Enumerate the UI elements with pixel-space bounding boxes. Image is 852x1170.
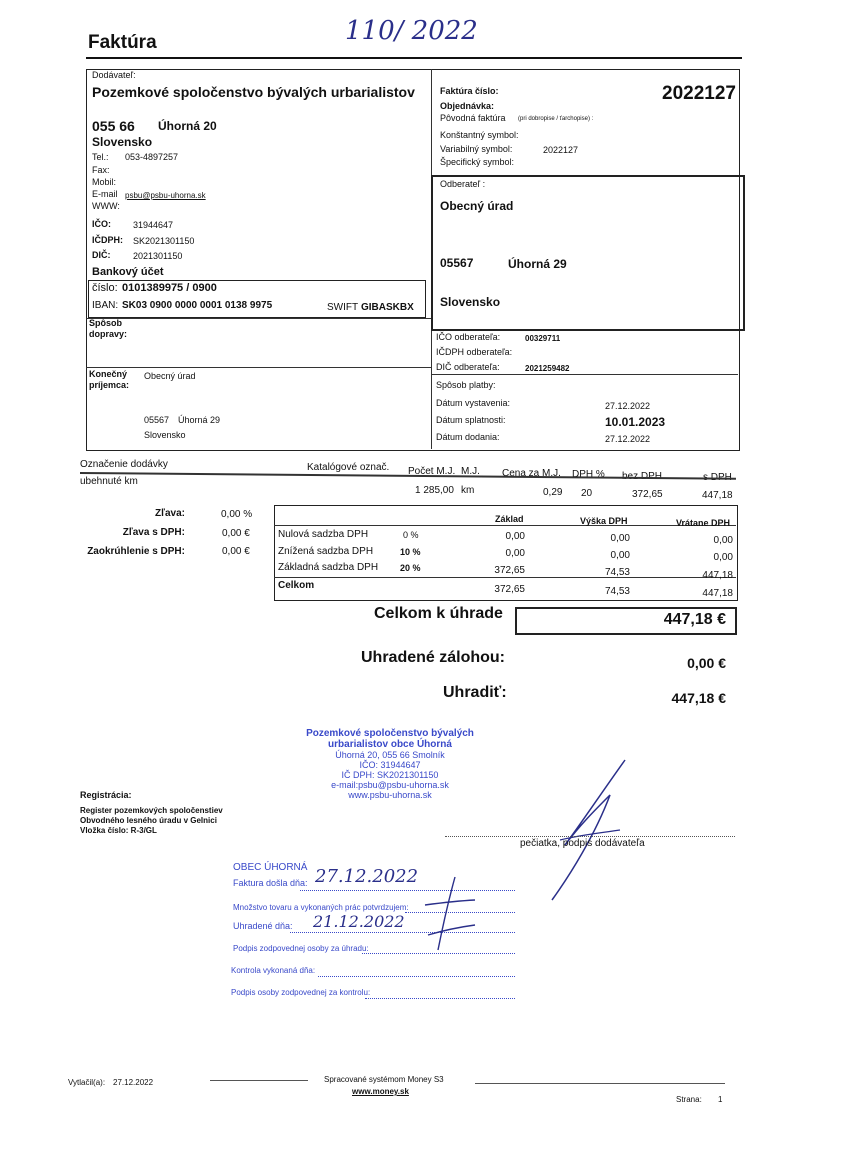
customer-ico-value: 00329711 xyxy=(525,334,561,343)
vat-row-vat: 0,00 xyxy=(610,550,630,561)
dic-label: DIČ: xyxy=(92,250,111,260)
supplier-name: Pozemkové spoločenstvo bývalých urbarialistov xyxy=(92,84,415,100)
deposit-value: 0,00 € xyxy=(687,655,726,671)
vat-row-label: Základná sadzba DPH xyxy=(278,562,379,573)
supplier-country: Slovensko xyxy=(92,135,153,149)
delivery-date-label: Dátum dodania: xyxy=(436,432,500,442)
registration-line: Obvodného lesného úradu v Gelnici xyxy=(80,816,217,825)
customer-city: Úhorná 29 xyxy=(508,257,567,271)
customer-dic-label: DIČ odberateľa: xyxy=(436,362,500,372)
ico-label: IČO: xyxy=(92,219,111,229)
pay-value: 447,18 € xyxy=(671,690,726,706)
registration-label: Registrácia: xyxy=(80,790,132,800)
vat-row-vat: 74,53 xyxy=(604,567,630,578)
vat-row-base: 372,65 xyxy=(494,565,525,576)
title-rule xyxy=(86,57,742,59)
received-row-label: Faktura došla dňa: xyxy=(233,878,308,888)
col-vat: DPH % xyxy=(572,469,605,480)
signature-icon xyxy=(540,755,640,905)
page-label: Strana: xyxy=(676,1095,702,1104)
received-dotted-line xyxy=(290,932,515,933)
vat-col-vat: Výška DPH xyxy=(580,516,628,526)
vat-row-label: Znížená sadzba DPH xyxy=(278,546,374,557)
item-gross: 447,18 xyxy=(702,490,733,501)
footer-web-link[interactable]: www.money.sk xyxy=(352,1087,409,1096)
col-qty: Počet M.J. xyxy=(408,466,456,477)
handwritten-invoice-number: 110/ 2022 xyxy=(345,16,478,46)
supplier-zip: 055 66 xyxy=(92,118,135,134)
vs-value: 2022127 xyxy=(543,145,579,155)
delivery-date: 27.12.2022 xyxy=(605,434,651,444)
vat-total-rule xyxy=(274,577,736,578)
vat-row-total: 447,18 xyxy=(702,570,733,581)
ss-label: Špecifický symbol: xyxy=(440,157,515,167)
vat-total-base: 372,65 xyxy=(494,584,525,595)
footer-rule-right xyxy=(475,1083,725,1084)
total-value: 447,18 € xyxy=(663,611,726,628)
tel-label: Tel.: xyxy=(92,152,109,162)
order-label: Objednávka: xyxy=(440,101,495,111)
col-catalog: Katalógové označ. xyxy=(307,462,390,473)
paid-date: 21.12.2022 xyxy=(313,912,405,931)
vat-row-label: Nulová sadzba DPH xyxy=(278,529,369,540)
rounding-value: 0,00 € xyxy=(222,546,250,557)
item-desc: ubehnuté km xyxy=(80,476,138,487)
printed-date: 27.12.2022 xyxy=(113,1078,154,1087)
vat-row-vat: 0,00 xyxy=(610,533,630,544)
discount-label: Zľava: xyxy=(155,508,185,519)
customer-zip: 05567 xyxy=(440,256,474,270)
col-gross: s DPH xyxy=(703,472,732,483)
icdph-label: IČDPH: xyxy=(92,235,123,245)
vat-row-rate: 10 % xyxy=(400,547,421,557)
final-recipient-name: Obecný úrad xyxy=(144,371,196,381)
vat-col-total: Vrátane DPH xyxy=(676,518,731,528)
iban-label: IBAN: xyxy=(92,300,119,311)
delivery-method-label: Spôsob dopravy: xyxy=(89,318,128,339)
signature-label: pečiatka, podpis dodávateľa xyxy=(520,838,645,849)
account-label: číslo: xyxy=(92,282,118,294)
col-net: bez DPH xyxy=(622,471,663,482)
due-date-label: Dátum splatnosti: xyxy=(436,415,506,425)
tel-value: 053-4897257 xyxy=(125,152,179,162)
item-price: 0,29 xyxy=(543,487,563,498)
deposit-label: Uhradené zálohou: xyxy=(361,649,506,666)
stamp-line: e-mail:psbu@psbu-uhorna.sk xyxy=(331,780,449,790)
delivery-rule xyxy=(86,318,431,319)
vat-row-total: 0,00 xyxy=(713,535,733,546)
supplier-city: Úhorná 20 xyxy=(158,119,217,133)
final-recipient-zip: 05567 xyxy=(144,415,170,425)
footer-system: Spracované systémom Money S3 xyxy=(324,1075,444,1084)
received-signature-icon xyxy=(420,875,480,955)
col-unit: M.J. xyxy=(461,466,480,477)
iban-value: SK03 0900 0000 0001 0138 9975 xyxy=(122,300,273,311)
received-dotted-line xyxy=(300,890,515,891)
vat-total-vat: 74,53 xyxy=(604,586,630,597)
final-recipient-country: Slovensko xyxy=(144,430,186,440)
vs-label: Variabilný symbol: xyxy=(440,144,513,154)
stamp-line: IČ DPH: SK2021301150 xyxy=(341,770,439,780)
item-net: 372,65 xyxy=(632,489,663,500)
customer-dic-value: 2021259482 xyxy=(525,364,570,373)
received-row-label: Uhradené dňa: xyxy=(233,921,293,931)
customer-country: Slovensko xyxy=(440,295,501,309)
vat-row-rate: 20 % xyxy=(400,563,421,573)
ico-value: 31944647 xyxy=(133,220,174,230)
email-link[interactable]: psbu@psbu-uhorna.sk xyxy=(125,191,206,200)
email-label: E-mail xyxy=(92,189,118,199)
item-qty: 1 285,00 xyxy=(415,485,454,496)
pay-label: Uhradiť: xyxy=(443,684,507,701)
received-row-label: Kontrola vykonaná dňa: xyxy=(231,966,316,975)
payment-method-label: Spôsob platby: xyxy=(436,380,496,390)
received-date: 27.12.2022 xyxy=(315,866,419,887)
issue-date-label: Dátum vystavenia: xyxy=(436,398,511,408)
item-vat: 20 xyxy=(581,488,593,499)
item-unit: km xyxy=(461,485,475,496)
vat-row-total: 0,00 xyxy=(713,552,733,563)
discount-vat-label: Zľava s DPH: xyxy=(122,527,185,538)
stamp-line: Pozemkové spoločenstvo bývalých xyxy=(306,728,474,739)
account-value: 0101389975 / 0900 xyxy=(122,282,217,294)
stamp-line: Úhorná 20, 055 66 Smolník xyxy=(335,750,445,760)
vat-total-label: Celkom xyxy=(278,580,315,591)
discount-value: 0,00 % xyxy=(221,509,253,520)
vat-col-base: Základ xyxy=(495,514,524,524)
signature-line xyxy=(445,836,735,837)
col-price: Cena za M.J. xyxy=(502,468,561,479)
rounding-label: Zaokrúhlenie s DPH: xyxy=(87,546,185,557)
original-invoice-label: Pôvodná faktúra xyxy=(440,113,506,123)
vat-header-rule xyxy=(274,525,736,526)
final-recipient-city: Úhorná 29 xyxy=(178,415,221,425)
ks-label: Konštantný symbol: xyxy=(440,130,519,140)
final-recipient-label: Konečný príjemca: xyxy=(89,369,130,390)
bank-label: Bankový účet xyxy=(92,266,164,278)
stamp-line: urbarialistov obce Úhorná xyxy=(328,739,452,750)
received-row-label: Podpis osoby zodpovednej za kontrolu: xyxy=(231,988,371,997)
total-label: Celkom k úhrade xyxy=(374,605,503,622)
customer-ico-label: IČO odberateľa: xyxy=(436,332,501,342)
swift-value: GIBASKBX xyxy=(361,302,414,313)
mobil-label: Mobil: xyxy=(92,177,117,187)
vat-row-base: 0,00 xyxy=(505,548,525,559)
customer-name: Obecný úrad xyxy=(440,199,514,213)
due-date: 10.01.2023 xyxy=(605,415,666,429)
issue-date: 27.12.2022 xyxy=(605,401,651,411)
www-label: WWW: xyxy=(92,201,120,211)
col-desc: Označenie dodávky xyxy=(80,459,168,470)
footer-rule-left xyxy=(210,1080,308,1081)
fax-label: Fax: xyxy=(92,165,110,175)
dic-value: 2021301150 xyxy=(133,251,183,261)
vat-row-base: 0,00 xyxy=(505,531,525,542)
icdph-value: SK2021301150 xyxy=(133,236,195,246)
vat-total-total: 447,18 xyxy=(702,588,733,599)
supplier-label: Dodávateľ: xyxy=(92,70,136,80)
customer-icdph-label: IČDPH odberateľa: xyxy=(436,347,513,357)
received-row-label: Podpis zodpovednej osoby za úhradu: xyxy=(233,944,369,953)
received-dotted-line xyxy=(318,976,515,977)
received-title: OBEC ÚHORNÁ xyxy=(233,862,308,873)
stamp-line: IČO: 31944647 xyxy=(359,760,421,770)
vat-row-rate: 0 % xyxy=(403,530,419,540)
received-row-label: Množstvo tovaru a vykonaných prác potvrdzujem: xyxy=(233,903,409,912)
received-dotted-line xyxy=(365,998,515,999)
document-title: Faktúra xyxy=(88,32,157,53)
registration-line: Register pozemkových spoločenstiev xyxy=(80,806,223,815)
invoice-number: 2022127 xyxy=(662,83,736,104)
customer-label: Odberateľ : xyxy=(440,179,486,189)
stamp-line: www.psbu-uhorna.sk xyxy=(348,790,432,800)
page-number: 1 xyxy=(718,1095,723,1104)
original-invoice-note: (pri dobropise / ťarchopise) : xyxy=(518,116,594,122)
company-stamp xyxy=(280,728,500,800)
printed-label: Vytlačil(a): xyxy=(68,1078,106,1087)
final-rule xyxy=(86,367,431,368)
swift-label: SWIFT xyxy=(327,302,359,313)
invoice-number-label: Faktúra číslo: xyxy=(440,86,499,96)
registration-line: Vložka číslo: R-3/GL xyxy=(80,826,157,835)
discount-vat-value: 0,00 € xyxy=(222,528,250,539)
payment-rule xyxy=(431,374,738,375)
